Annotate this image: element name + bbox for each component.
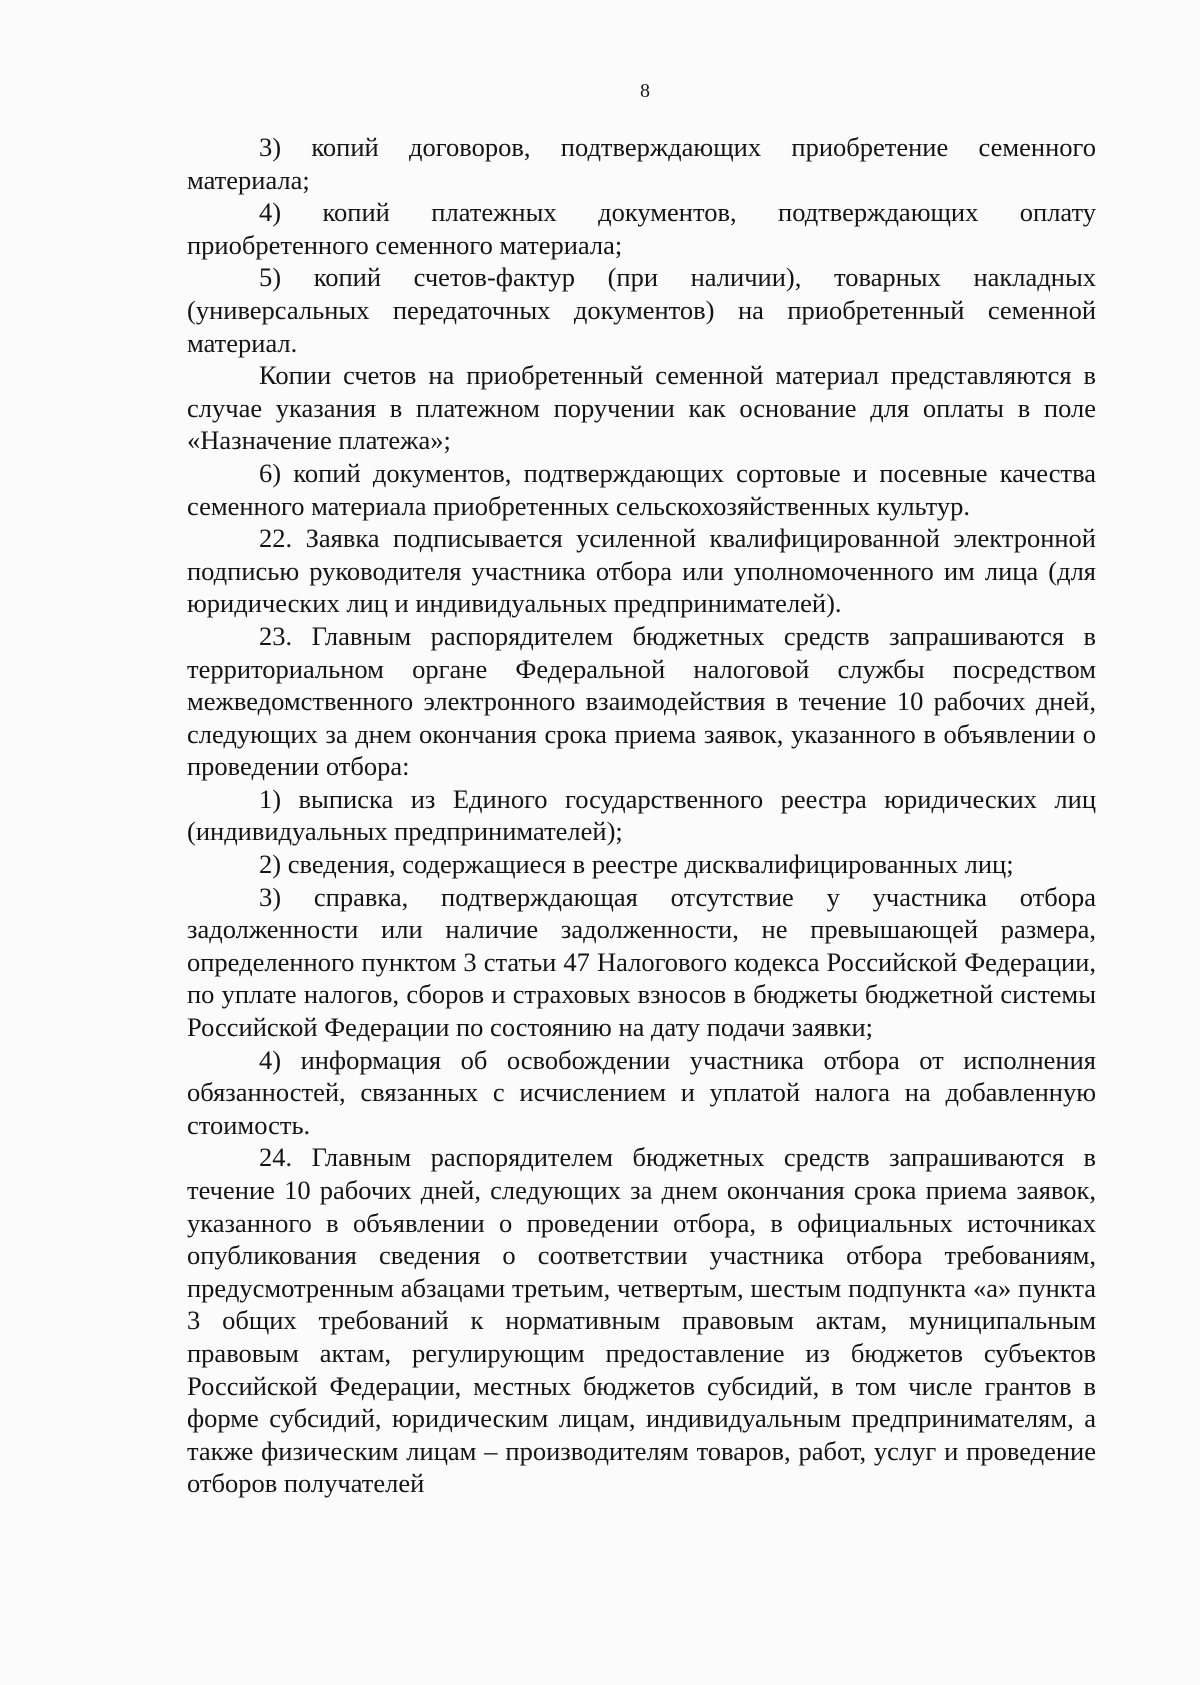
paragraph-clause-23-item-1: 1) выписка из Единого государственного реестра юридических лиц (индивидуальных предпринимателей); bbox=[187, 783, 1096, 847]
paragraph-invoice-copies-note: Копии счетов на приобретенный семенной материал представляются в случае указания в платежном поручении как основание для оплаты в поле «Назначение платежа»; bbox=[187, 360, 1096, 456]
document-body bbox=[187, 131, 1096, 1500]
paragraph-clause-22: 22. Заявка подписывается усиленной квалифицированной электронной подписью руководителя участника отбора или уполномоченного им лица (для юридических лиц и индивидуальных предпринимателей). bbox=[187, 523, 1096, 619]
paragraph-item-6-quality-documents: 6) копий документов, подтверждающих сортовые и посевные качества семенного материала приобретенных сельскохозяйственных культур. bbox=[187, 457, 1096, 521]
paragraph-clause-23-item-3: 3) справка, подтверждающая отсутствие у участника отбора задолженности или наличие задолженности, не превышающей размера, определенного пунктом 3 статьи 47 Налогового кодекса Российской Федерации, по уплате налогов, сборов и страховых взносов в бюджеты бюджетной системы Российской Федерации по состоянию на дату подачи заявки; bbox=[187, 881, 1096, 1043]
paragraph-item-5-invoices: 5) копий счетов-фактур (при наличии), товарных накладных (универсальных передаточных документов) на приобретенный семенной материал. bbox=[187, 262, 1096, 358]
page-number: 8 bbox=[640, 80, 650, 102]
paragraph-clause-23-item-4: 4) информация об освобождении участника отбора от исполнения обязанностей, связанных с исчислением и уплатой налога на добавленную стоимость. bbox=[187, 1044, 1096, 1140]
paragraph-clause-23-item-2: 2) сведения, содержащиеся в реестре дисквалифицированных лиц; bbox=[259, 849, 1014, 880]
paragraph-item-3-contracts: 3) копий договоров, подтверждающих приобретение семенного материала; bbox=[187, 132, 1096, 195]
paragraph-clause-23: 23. Главным распорядителем бюджетных средств запрашиваются в территориальном органе Федеральной налоговой службы посредством межведомственного электронного взаимодействия в течение 10 рабочих дней, следующих за днем окончания срока приема заявок, указанного в объявлении о проведении отбора: bbox=[187, 620, 1096, 782]
paragraph-item-4-payment-documents: 4) копий платежных документов, подтверждающих оплату приобретенного семенного материала; bbox=[187, 197, 1096, 260]
paragraph-clause-24: 24. Главным распорядителем бюджетных средств запрашиваются в течение 10 рабочих дней, следующих за днем окончания срока приема заявок, указанного в объявлении о проведении отбора, в официальных источниках опубликования сведения о соответствии участника отбора требованиям, предусмотренным абзацами третьим, четвертым, шестым подпункта «а» пункта 3 общих требований к нормативным правовым актам, муниципальным правовым актам, регулирующим предоставление из бюджетов субъектов Российской Федерации, местных бюджетов субсидий, в том числе грантов в форме субсидий, юридическим лицам, индивидуальным предпринимателям, а также физическим лицам – производителям товаров, работ, услуг и проведение отборов получателей bbox=[187, 1142, 1096, 1499]
